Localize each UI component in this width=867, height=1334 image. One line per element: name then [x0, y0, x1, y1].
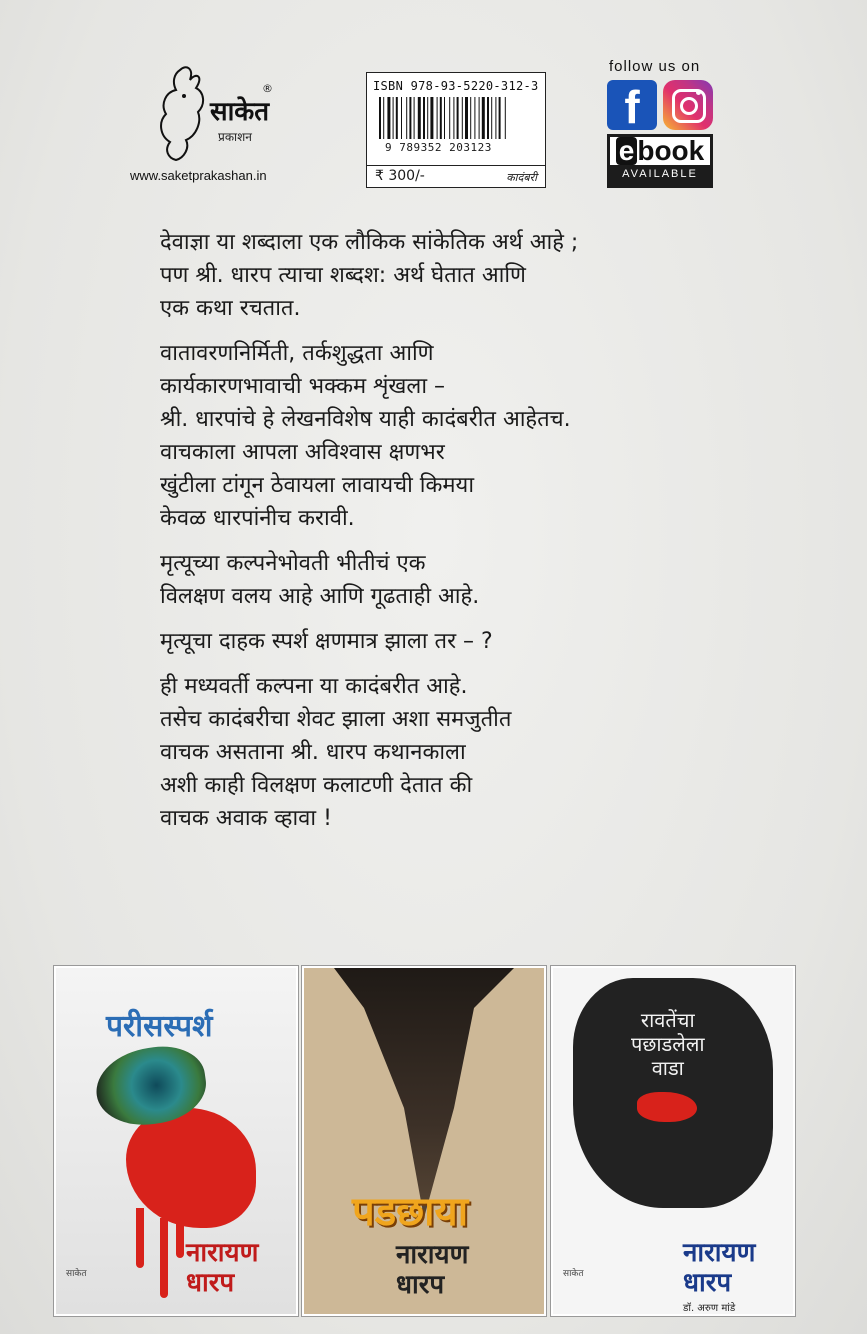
author-first: नारायण	[186, 1238, 259, 1268]
instagram-icon[interactable]	[663, 80, 713, 130]
blurb-paragraph-5	[160, 670, 760, 835]
barcode-bar	[482, 97, 485, 139]
barcode-bar	[491, 97, 492, 139]
blurb-line: अशी काही विलक्षण कलाटणी देतात की	[160, 773, 473, 798]
barcode-bar	[406, 97, 407, 139]
barcode-bar	[409, 97, 411, 139]
barcode-bar	[379, 97, 381, 139]
cover-title-line: रावतेंचा	[640, 1008, 695, 1032]
cover-illustrator: डॉ. अरुण मांडे	[683, 1303, 736, 1314]
publisher-logo-sub: प्रकाशन	[218, 130, 252, 144]
cover-author	[186, 1238, 258, 1298]
blurb-line: विलक्षण वलय आहे आणि गूढताही आहे.	[160, 584, 480, 609]
barcode-bar	[479, 97, 480, 139]
blurb-line: तसेच कादंबरीचा शेवट झाला अशा समजुतीत	[160, 707, 512, 732]
barcode-bar	[440, 97, 442, 139]
author-last: धारप	[186, 1268, 235, 1298]
price: ₹ 300/-	[375, 168, 425, 184]
blurb-line: एक कथा रचतात.	[160, 296, 301, 321]
cover-author	[683, 1238, 755, 1298]
barcode-bar	[401, 97, 402, 139]
blurb-line: ही मध्यवर्ती कल्पना या कादंबरीत आहे.	[160, 674, 468, 699]
blurb-paragraph-4	[160, 625, 760, 658]
blurb-line: केवळ धारपांनीच करावी.	[160, 506, 355, 531]
blurb-line: वाचक अवाक व्हावा !	[160, 806, 332, 831]
price-row	[367, 165, 545, 188]
barcode-bar	[387, 97, 390, 139]
barcode-bar	[495, 97, 496, 139]
cover-title: परीसस्पर्श	[106, 1009, 213, 1044]
cover-title	[631, 1008, 705, 1080]
barcode-bar	[470, 97, 471, 139]
blurb-line: श्री. धारपांचे हे लेखनविशेष याही कादंबरीत आहेतच.	[160, 407, 571, 432]
barcode-bar	[444, 97, 445, 139]
blurb-line: मृत्यूचा दाहक स्पर्श क्षणमात्र झाला तर – ?	[160, 629, 493, 654]
blurb-line: कार्यकारणभावाची भक्कम शृंखला –	[160, 374, 446, 399]
blurb-paragraph-1	[160, 226, 760, 325]
facebook-icon[interactable]: f	[607, 80, 657, 130]
author-first: नारायण	[683, 1238, 756, 1268]
ebook-badge	[607, 134, 713, 188]
ebook-available: AVAILABLE	[622, 168, 698, 180]
blurb-line: पण श्री. धारप त्याचा शब्दश: अर्थ घेतात आणि	[160, 263, 526, 288]
cover-title-line: वाडा	[651, 1056, 684, 1080]
publisher-logo-name: साकेत	[210, 97, 270, 127]
blood-drip	[176, 1212, 184, 1258]
book-cover-parisparsh[interactable]	[54, 966, 298, 1316]
cover-publisher: साकेत	[66, 1269, 87, 1279]
blurb-line: खुंटीला टांगून ठेवायला लावायची किमया	[160, 473, 475, 498]
barcode-bar	[487, 97, 489, 139]
barcode-bar	[418, 97, 421, 139]
barcode-bar	[449, 97, 450, 139]
blurb-line: देवाज्ञा या शब्दाला एक लौकिक सांकेतिक अर्थ आहे ;	[160, 230, 579, 255]
blood-drip	[136, 1208, 144, 1268]
blurb-paragraph-3	[160, 547, 760, 613]
barcode-bar	[427, 97, 428, 139]
barcode-number: 9 789352 203123	[385, 141, 492, 154]
cover-publisher: साकेत	[563, 1269, 584, 1279]
author-first: नारायण	[396, 1240, 469, 1270]
barcode-bar	[499, 97, 501, 139]
book-blurb	[160, 226, 760, 847]
publisher-website[interactable]: www.saketprakashan.in	[130, 168, 267, 183]
barcode-bars	[377, 97, 535, 141]
ebook-word: book	[637, 135, 705, 166]
blood-splash	[126, 1108, 256, 1228]
cover-title: पडछाया	[352, 1189, 469, 1235]
cover-author	[396, 1240, 468, 1300]
cover-title-line: पछाडलेला	[631, 1032, 705, 1056]
blurb-line: वाचक असताना श्री. धारप कथानकाला	[160, 740, 466, 765]
book-cover-padchhaya[interactable]	[302, 966, 546, 1316]
barcode-bar	[393, 97, 394, 139]
barcode-bar	[437, 97, 438, 139]
barcode-bar	[453, 97, 454, 139]
barcode-box	[366, 72, 546, 188]
barcode-bar	[423, 97, 425, 139]
publisher-logo	[150, 62, 300, 172]
barcode-bar	[474, 97, 475, 139]
blurb-line: मृत्यूच्या कल्पनेभोवती भीतीचं एक	[160, 551, 426, 576]
barcode-bar	[383, 97, 384, 139]
author-last: धारप	[396, 1270, 445, 1300]
isbn-text: ISBN 978-93-5220-312-3	[373, 79, 539, 93]
author-last: धारप	[683, 1268, 732, 1298]
barcode-bar	[465, 97, 468, 139]
barcode-bar	[414, 97, 415, 139]
blood-splat	[637, 1092, 697, 1122]
barcode-bar	[430, 97, 433, 139]
blurb-line: वाचकाला आपला अविश्वास क्षणभर	[160, 440, 445, 465]
genre-label: कादंबरी	[506, 171, 537, 184]
blurb-line: वातावरणनिर्मिती, तर्कशुद्धता आणि	[160, 341, 434, 366]
barcode-bar	[462, 97, 463, 139]
barcode-bar	[505, 97, 506, 139]
barcode-bar	[396, 97, 398, 139]
registered-mark: ®	[262, 82, 273, 95]
book-cover-ravtencha-wada[interactable]	[551, 966, 795, 1316]
barcode-bar	[457, 97, 459, 139]
blood-drip	[160, 1218, 168, 1298]
blurb-paragraph-2	[160, 337, 760, 535]
follow-us-label: follow us on	[609, 58, 701, 75]
ebook-e: e	[616, 137, 638, 165]
